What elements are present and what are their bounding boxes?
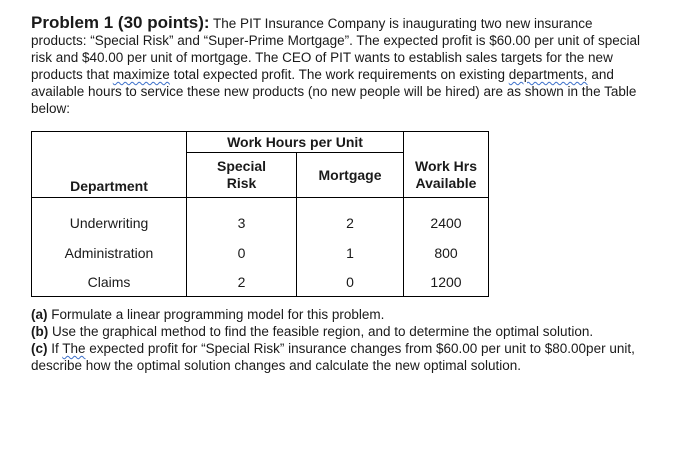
cell-special-risk: 3 — [187, 208, 297, 238]
table-row — [32, 268, 489, 297]
cell-available: 1200 — [404, 268, 489, 297]
table-row — [32, 238, 489, 268]
work-hours-table — [31, 131, 489, 297]
spacer-row — [32, 198, 489, 208]
part-b-label: (b) — [31, 324, 49, 339]
cell-available: 2400 — [404, 208, 489, 238]
intro-text-1: The PIT Insurance Company is inaugurating two new insurance products: “Special Risk” and “Super-Prime Mortgage”. The expected profit is $60.00 per unit of special risk and $40.00 per unit of mortgage. The CEO of PIT wants to establish sales targets for the new products that — [31, 16, 641, 82]
part-c — [31, 340, 651, 374]
part-c-text: expected profit for “Special Risk” insurance changes from $60.00 per unit to $80.00per unit, describe how the optimal solution changes and calculate the new optimal solution. — [31, 341, 635, 373]
cell-special-risk: 2 — [187, 268, 297, 297]
table-row — [32, 208, 489, 238]
cell-department: Underwriting — [32, 208, 187, 238]
part-a-text: Formulate a linear programming model for this problem. — [47, 307, 385, 322]
intro-text-3: and available hours to service these new products (no new people will be hired) are as shown in the Table below: — [31, 67, 637, 116]
header-mortgage: Mortgage — [297, 153, 404, 198]
header-special-risk-line2: Risk — [226, 175, 257, 191]
part-b-text: Use the graphical method to find the feasible region, and to determine the optimal solution. — [48, 324, 594, 339]
header-work-hours-per-unit: Work Hours per Unit — [187, 132, 404, 153]
cell-mortgage: 2 — [297, 208, 404, 238]
header-special-risk-line1: Special — [216, 158, 267, 174]
problem-parts — [31, 306, 651, 374]
part-c-label: (c) — [31, 341, 48, 356]
header-special-risk — [187, 153, 297, 198]
part-b — [31, 323, 651, 340]
spellcheck-word-maximize: maximize — [112, 67, 170, 82]
header-department: Department — [32, 132, 187, 198]
cell-available: 800 — [404, 238, 489, 268]
header-work-hrs-available — [404, 153, 489, 198]
spellcheck-word-departments: departments, — [508, 67, 588, 82]
header-empty-cell — [404, 132, 489, 153]
cell-department: Claims — [32, 268, 187, 297]
cell-special-risk: 0 — [187, 238, 297, 268]
problem-title: Problem 1 (30 points): — [31, 13, 210, 32]
cell-mortgage: 1 — [297, 238, 404, 268]
header-available-line1: Work Hrs — [415, 157, 477, 174]
part-a-label: (a) — [31, 307, 48, 322]
part-a — [31, 306, 651, 323]
problem-intro — [31, 14, 646, 117]
part-c-if: If — [47, 341, 63, 356]
spellcheck-word-the: The — [62, 341, 86, 356]
header-available-line2: Available — [415, 174, 477, 191]
cell-department: Administration — [32, 238, 187, 268]
intro-text-2: total expected profit. The work requirements on existing — [169, 67, 509, 82]
cell-mortgage: 0 — [297, 268, 404, 297]
